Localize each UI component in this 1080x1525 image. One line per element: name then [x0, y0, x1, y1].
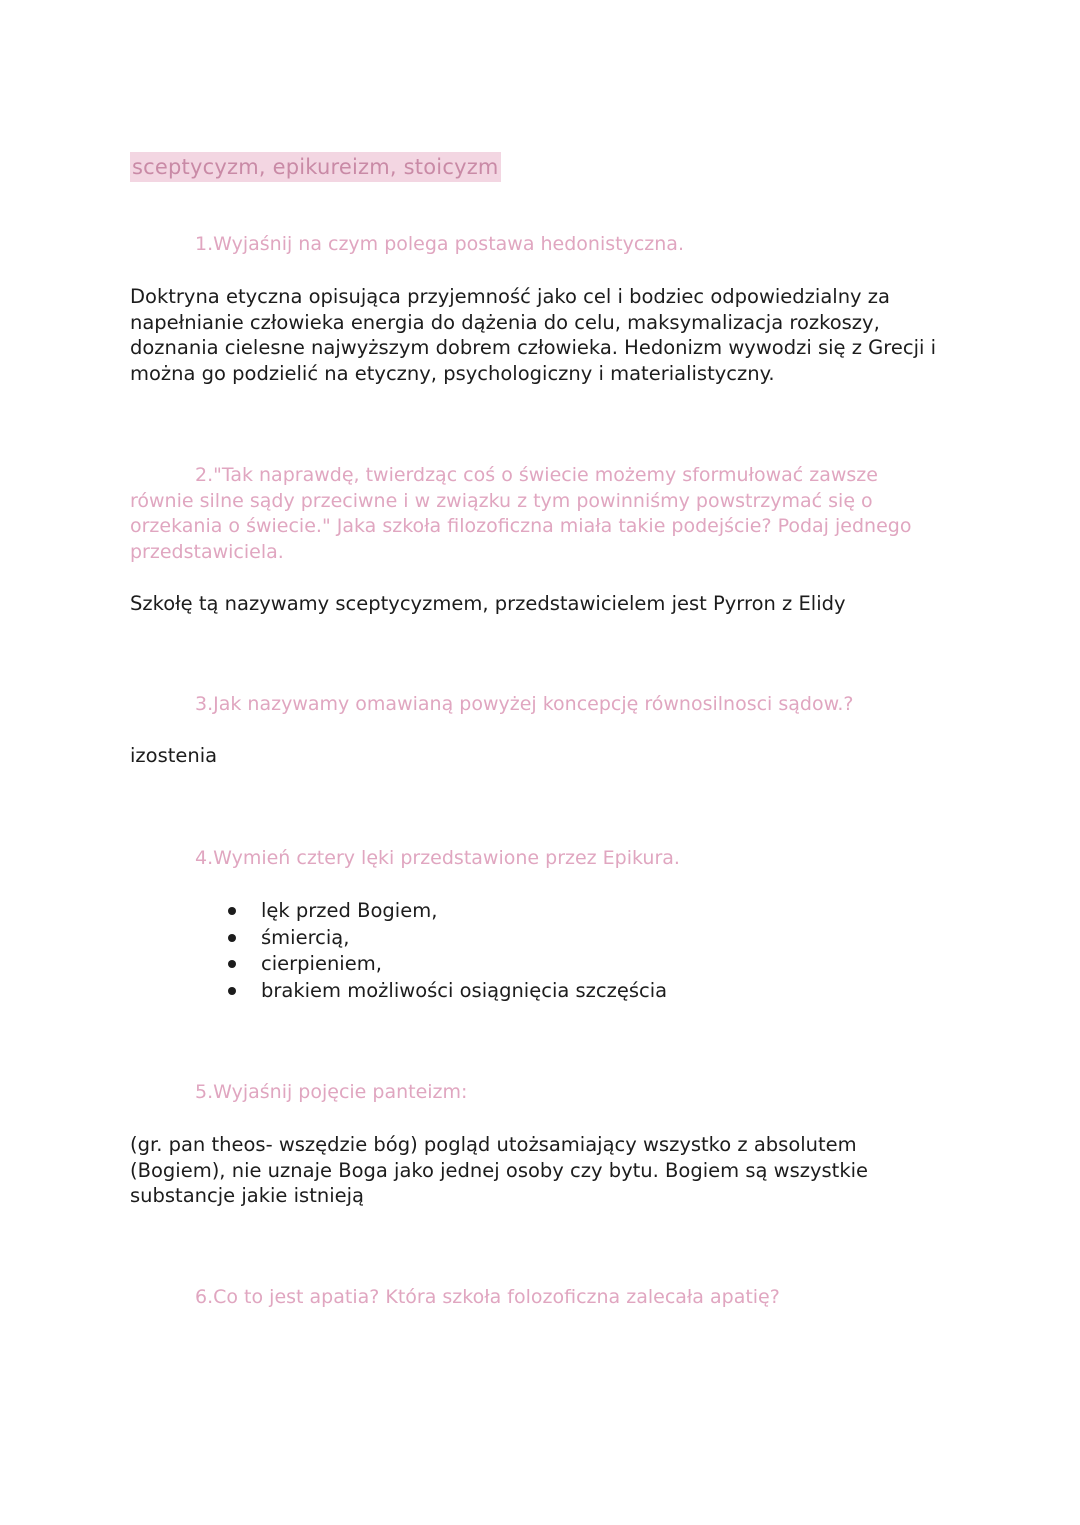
list-item: brakiem możliwości osiągnięcia szczęścia [222, 978, 667, 1005]
list-item: śmiercią, [222, 925, 667, 952]
question-5-text: 5.Wyjaśnij pojęcie panteizm: [195, 1081, 468, 1103]
bullet-icon [228, 934, 236, 942]
answer-2: Szkołę tą nazywamy sceptycyzmem, przedstawicielem jest Pyrron z Elidy [130, 592, 846, 615]
question-3-text: 3.Jak nazywamy omawianą powyżej koncepcję równosilnosci sądow.? [195, 693, 854, 715]
answer-1: Doktryna etyczna opisująca przyjemność jako cel i bodziec odpowiedzialny za napełnianie człowieka energia do dążenia do celu, maksymalizacja rozkoszy, doznania cielesne najwyższym dobrem człowieka. Hedonizm wywodzi się z Grecji i można go podzielić na etyczny, psychologiczny i materialistyczny. [130, 285, 937, 385]
question-2 [130, 463, 930, 565]
question-2-text: 2."Tak naprawdę, twierdząc coś o świecie możemy sformułować zawsze równie silne sądy przeciwne i w związku z tym powinniśmy powstrzymać się o orzekania o świecie." Jaka szkoła filozoficzna miała takie podejście? Podaj jednego przedstawiciela. [130, 464, 912, 563]
bullet-icon [228, 960, 236, 968]
fears-list [222, 898, 667, 1005]
answer-5: (gr. pan theos- wszędzie bóg) pogląd utożsamiający wszystko z absolutem (Bogiem), nie uznaje Boga jako jednej osoby czy bytu. Bogiem są wszystkie substancje jakie istnieją [130, 1133, 869, 1207]
bullet-icon [228, 987, 236, 995]
question-1-text: 1.Wyjaśnij na czym polega postawa hedonistyczna. [195, 233, 684, 255]
answer-3: izostenia [130, 744, 218, 767]
question-6-text: 6.Co to jest apatia? Która szkoła folozoficzna zalecała apatię? [195, 1286, 780, 1308]
question-3 [130, 692, 930, 718]
list-item: cierpieniem, [222, 951, 667, 978]
question-5 [130, 1080, 930, 1106]
question-6 [130, 1285, 930, 1311]
question-1 [130, 232, 930, 258]
question-4 [130, 846, 930, 872]
bullet-icon [228, 907, 236, 915]
list-item: lęk przed Bogiem, [222, 898, 667, 925]
document-title: sceptycyzm, epikureizm, stoicyzm [130, 152, 501, 182]
question-4-text: 4.Wymień cztery lęki przedstawione przez Epikura. [195, 847, 680, 869]
